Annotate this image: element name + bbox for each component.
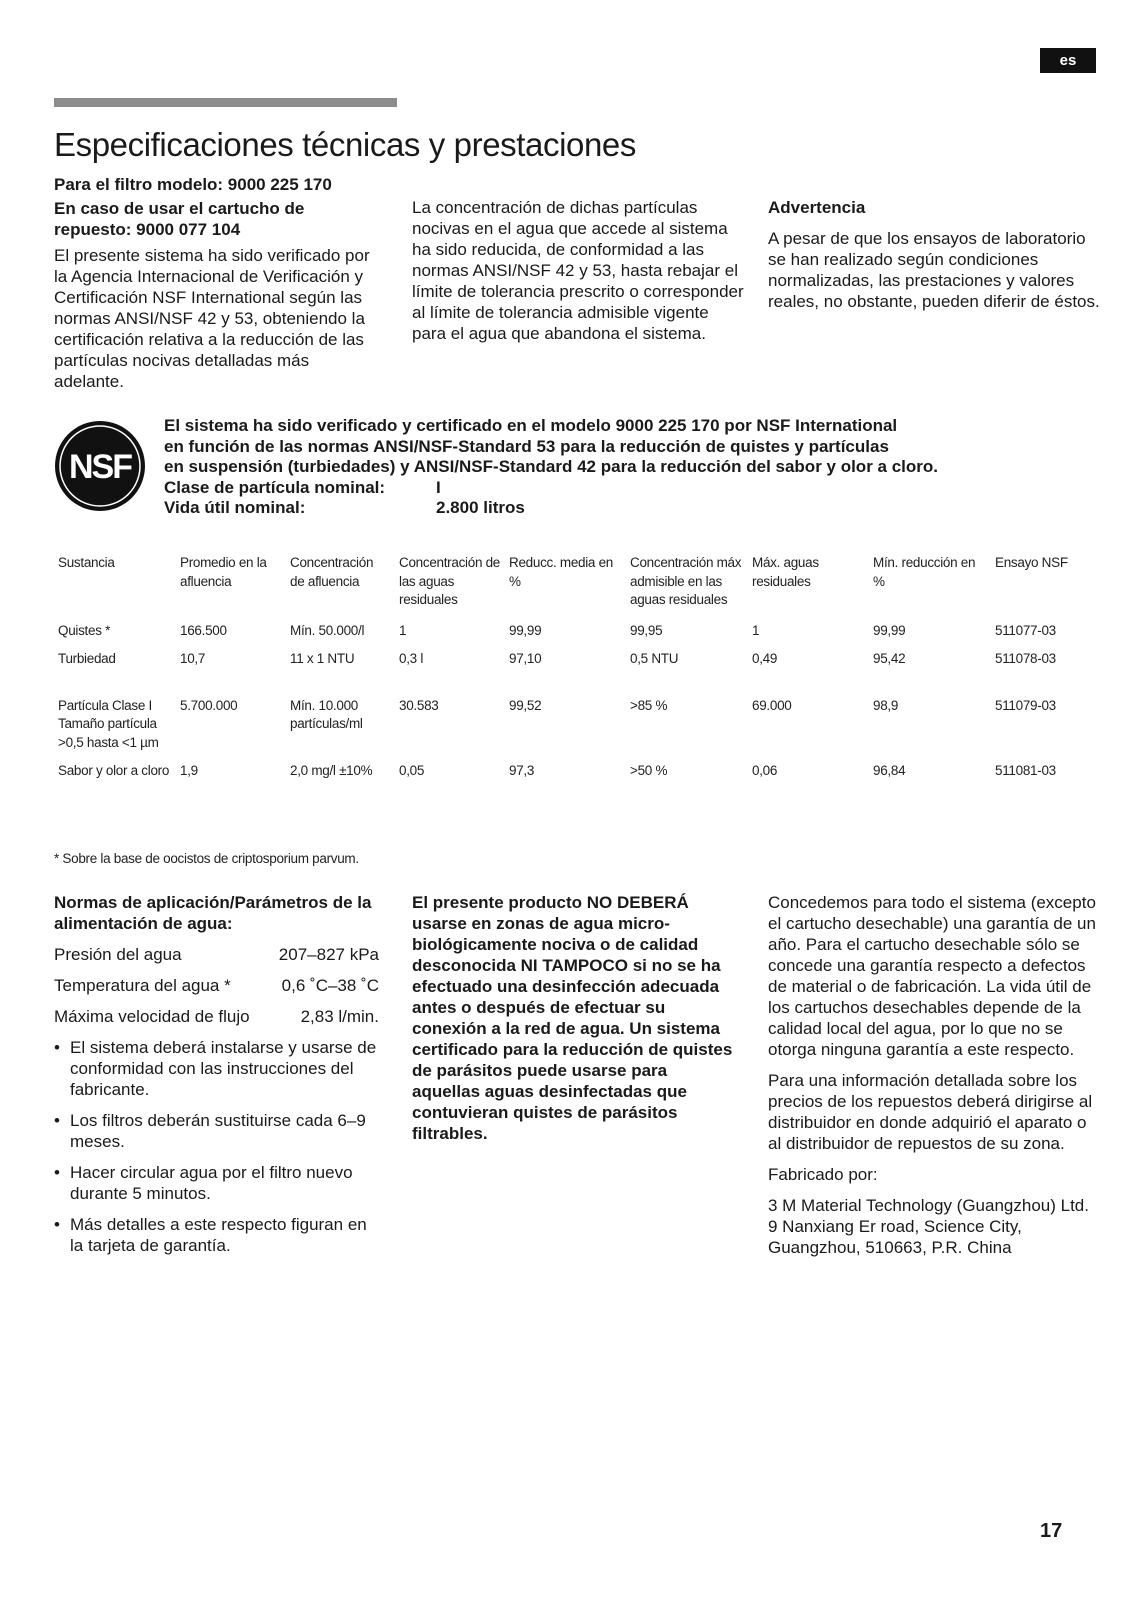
intro-paragraph: El presente sistema ha sido verificado por la Agencia Internacional de Verificación y Certificación NSF International según las normas ANSI/NSF 42 y 53, obteniendo la certificación relativa a la reducción de las partículas nocivas detalladas más adelante. (54, 246, 370, 391)
table-header: Concentración máx admisible en las aguas residuales (630, 555, 742, 607)
warning-paragraph: A pesar de que los ensayos de laboratorio se han realizado según condiciones normalizadas, las prestaciones y valores reales, no obstante, pueden diferir de éstos. (768, 229, 1100, 311)
table-cell: 0,5 NTU (630, 651, 679, 666)
warranty-column (768, 892, 1103, 1258)
table-cell: 99,99 (509, 622, 542, 638)
table-cell: 11 x 1 NTU (290, 651, 355, 666)
section-divider-bar (54, 98, 397, 107)
warning-column (768, 197, 1103, 312)
table-cell: Mín. 10.000 partículas/ml (290, 697, 363, 731)
table-cell: >85 % (630, 697, 668, 713)
table-row (54, 762, 1104, 791)
warning-heading: Advertencia (768, 198, 866, 217)
replacement-cartridge: En caso de usar el cartucho de repuesto: 9000 077 104 (54, 199, 305, 239)
table-header: Concentración de las aguas residuales (399, 555, 501, 607)
page-number: 17 (1040, 1520, 1063, 1542)
intro-column (54, 174, 374, 392)
nsf-logo-text: NSF (69, 448, 131, 486)
table-cell: 99,95 (630, 622, 663, 638)
cert-line-3: en suspensión (turbiedades) y ANSI/NSF-Standard 42 para la reducción del sabor y olor a cloro. (164, 457, 938, 476)
manufacturer-address: Guangzhou, 510663, P.R. China (768, 1238, 1012, 1257)
list-item: • El sistema deberá instalarse y usarse de conformidad con las instrucciones del fabricante. (54, 1037, 379, 1100)
table-header: Promedio en la afluencia (180, 555, 267, 589)
table-cell: 1 (399, 622, 407, 638)
parameter-label: Máxima velocidad de flujo (54, 1007, 250, 1026)
table-cell: 0,49 (752, 651, 778, 666)
list-item: • Los filtros deberán sustituirse cada 6–9 meses. (54, 1110, 379, 1152)
table-cell: 0,3 l (399, 651, 424, 666)
parameters-heading: Normas de aplicación/Parámetros de la alimentación de agua: (54, 893, 372, 933)
safety-warning: El presente producto NO DEBERÁ usarse en zonas de agua micro-biológicamente nociva o de calidad desconocida NI TAMPOCO si no se ha efectuado una desinfección adecuada antes o después de efectuar su conexión a la red de agua. Un sistema certificado para la reducción de quistes de parásitos puede usarse para aquellas aguas desinfectadas que contuvieran quistes de parásitos filtrables. (412, 893, 733, 1143)
cert-line-2: en función de las normas ANSI/NSF-Standard 53 para la reducción de quistes y partículas (164, 436, 889, 456)
table-cell: Turbiedad (58, 651, 116, 666)
table-header: Mín. reducción en % (873, 555, 976, 589)
manufacturer-address: 9 Nanxiang Er road, Science City, (768, 1217, 1022, 1236)
table-cell: Quistes * (58, 622, 111, 638)
instructions-list (54, 1037, 379, 1256)
table-cell: 166.500 (180, 622, 227, 638)
table-cell: 511079-03 (995, 697, 1056, 713)
manufacturer-label: Fabricado por: (768, 1165, 878, 1184)
nominal-life-label: Vida útil nominal: (164, 498, 306, 517)
table-cell: 30.583 (399, 697, 439, 713)
table-cell: 1 (752, 622, 760, 638)
parameter-row (54, 975, 379, 996)
parameter-row (54, 1006, 379, 1027)
parameters-column (54, 892, 379, 1266)
parameter-row (54, 944, 379, 965)
parameter-label: Presión del agua (54, 945, 182, 964)
table-header: Sustancia (58, 555, 115, 570)
table-cell: Sabor y olor a cloro (58, 763, 170, 778)
table-cell: 95,42 (873, 651, 906, 666)
list-item: • Hacer circular agua por el filtro nuevo durante 5 minutos. (54, 1162, 379, 1204)
parameter-label: Temperatura del agua * (54, 976, 231, 995)
particle-class-value: I (436, 477, 441, 497)
nsf-logo (54, 420, 146, 512)
table-header-row (54, 554, 1104, 622)
parameter-value: 2,83 l/min. (300, 1007, 379, 1026)
table-cell: Partícula Clase I Tamaño partícula >0,5 hasta <1 µm (58, 697, 159, 750)
concentration-column (412, 197, 747, 344)
particle-class-row (164, 478, 1064, 499)
list-item: • Más detalles a este respecto figuran en la tarjeta de garantía. (54, 1214, 379, 1256)
table-cell: 1,9 (180, 763, 198, 778)
manufacturer-name: 3 M Material Technology (Guangzhou) Ltd. (768, 1196, 1089, 1215)
table-cell: 96,84 (873, 763, 906, 778)
table-cell: 0,05 (399, 763, 425, 778)
table-cell: Mín. 50.000/l (290, 622, 365, 638)
table-cell: 2,0 mg/l ±10% (290, 763, 373, 778)
table-cell: 511078-03 (995, 651, 1056, 666)
table-cell: 511081-03 (995, 763, 1056, 778)
table-cell: 99,52 (509, 697, 542, 713)
table-cell: 69.000 (752, 697, 792, 713)
table-header: Concentración de afluencia (290, 555, 374, 589)
table-cell: >50 % (630, 763, 668, 778)
table-row (54, 622, 1104, 651)
cert-line-1: El sistema ha sido verificado y certificado en el modelo 9000 225 170 por NSF International (164, 416, 898, 435)
warranty-paragraph: Concedemos para todo el sistema (excepto el cartucho desechable) una garantía de un año. Para el cartucho desechable sólo se concede una garantía respecto a defectos de material o de fabricación. La vida útil de los cartuchos desechables depende de la calidad local del agua, por lo que no se otorga ninguna garantía a este respecto. (768, 893, 1096, 1059)
parameter-value: 0,6 ˚C–38 ˚C (281, 976, 379, 995)
parameter-value: 207–827 kPa (278, 945, 379, 964)
spec-table (54, 554, 1104, 791)
table-cell: 98,9 (873, 697, 899, 713)
particle-class-label: Clase de partícula nominal: (164, 477, 386, 497)
table-cell: 97,3 (509, 763, 535, 778)
table-header: Máx. aguas residuales (752, 555, 819, 589)
page-title: Especificaciones técnicas y prestaciones (54, 126, 636, 163)
table-cell: 10,7 (180, 651, 206, 666)
safety-warning-column (412, 892, 737, 1144)
table-footnote: * Sobre la base de oocistos de criptosporium parvum. (54, 851, 359, 866)
table-header: Ensayo NSF (995, 555, 1068, 570)
table-cell: 99,99 (873, 622, 906, 638)
table-cell: 511077-03 (995, 622, 1056, 638)
nsf-certification (164, 416, 1064, 519)
table-row (54, 697, 1104, 763)
table-cell: 5.700.000 (180, 697, 238, 713)
table-cell: 0,06 (752, 763, 778, 778)
spare-parts-paragraph: Para una información detallada sobre los precios de los repuestos deberá dirigirse al distribuidor en donde adquirió el aparato o al distribuidor de repuestos de su zona. (768, 1071, 1093, 1153)
language-badge: es (1040, 48, 1096, 73)
nominal-life-row (164, 498, 1064, 519)
concentration-paragraph: La concentración de dichas partículas nocivas en el agua que accede al sistema ha sido reducida, de conformidad a las normas ANSI/NSF 42 y 53, hasta rebajar el límite de tolerancia prescrito o corresponder al límite de tolerancia admisible vigente para el agua que abandona el sistema. (412, 198, 744, 343)
nominal-life-value: 2.800 litros (436, 498, 525, 517)
table-cell: 97,10 (509, 651, 542, 666)
filter-model: Para el filtro modelo: 9000 225 170 (54, 175, 332, 194)
table-header: Reducc. media en % (509, 555, 614, 589)
table-row (54, 650, 1104, 697)
